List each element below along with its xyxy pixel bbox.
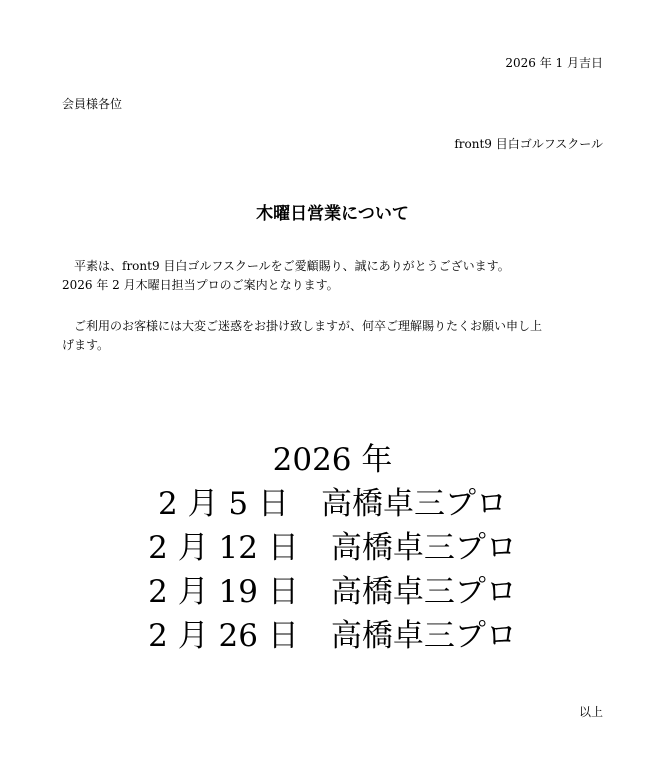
schedule-date: 2 月 26 日 (148, 618, 299, 654)
closing-remark: 以上 (578, 705, 603, 719)
apology-paragraph (62, 317, 607, 355)
schedule-row (0, 614, 665, 658)
schedule-row (0, 570, 665, 614)
document-title: 木曜日営業について (256, 204, 409, 224)
schedule-date: 2 月 12 日 (148, 530, 299, 566)
schedule-row (0, 526, 665, 570)
intro-line-2: 2026 年 2 月木曜日担当プロのご案内となります。 (62, 278, 339, 292)
apology-line-1: ご利用のお客様には大変ご迷惑をお掛け致しますが、何卒ご理解賜りたくお願い申し上 (74, 319, 543, 333)
sender: front9 目白ゴルフスクール (454, 137, 603, 151)
schedule-row (0, 482, 665, 526)
schedule-pro: 高橋卓三プロ (321, 486, 507, 522)
issue-date: 2026 年 1 月吉日 (505, 56, 603, 70)
schedule-pro: 高橋卓三プロ (330, 574, 517, 610)
intro-line-1: 平素は、front9 目白ゴルフスクールをご愛顧賜り、誠にありがとうございます。 (74, 259, 510, 273)
schedule-pro: 高橋卓三プロ (330, 530, 517, 566)
schedule-year: 2026 年 (272, 442, 393, 478)
schedule (0, 438, 665, 658)
schedule-pro: 高橋卓三プロ (330, 618, 517, 654)
recipient: 会員様各位 (62, 97, 123, 111)
schedule-date: 2 月 19 日 (148, 574, 299, 610)
apology-line-2: げます。 (62, 338, 110, 352)
intro-paragraph (62, 257, 607, 295)
schedule-date: 2 月 5 日 (157, 486, 289, 522)
